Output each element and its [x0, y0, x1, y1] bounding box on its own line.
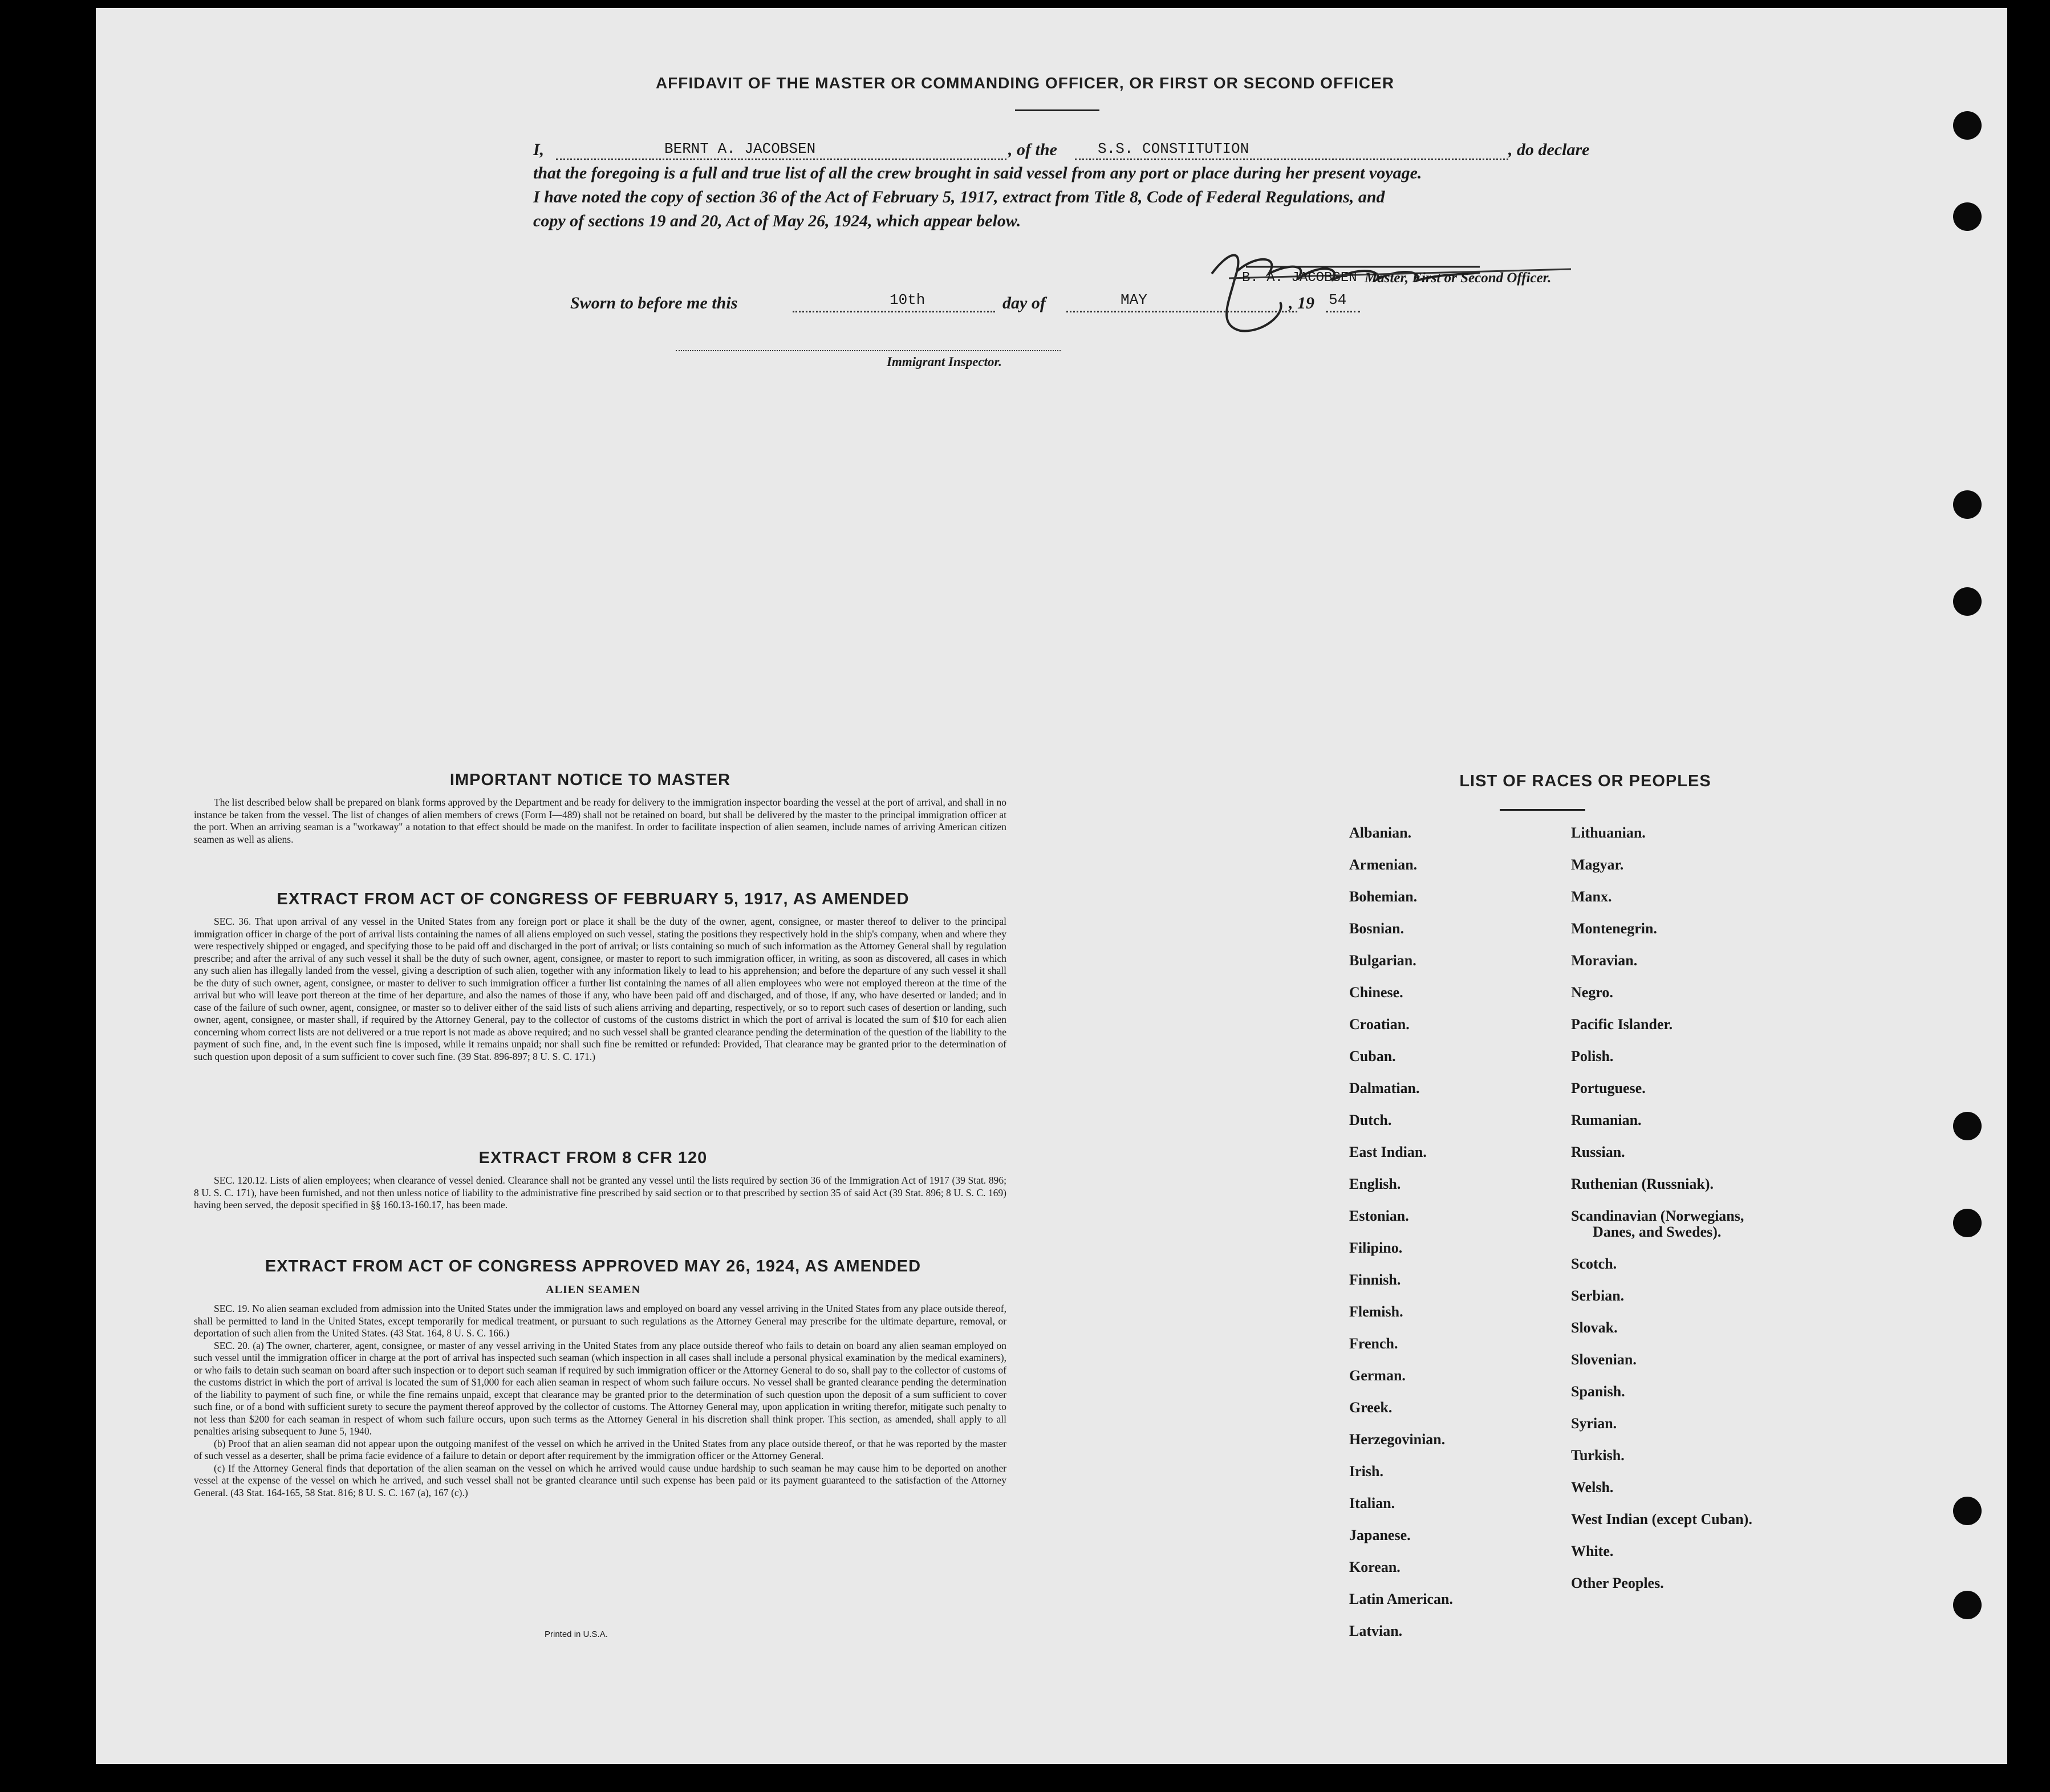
affidavit-line2: that the foregoing is a full and true list of all the crew brought in said vessel from any port or place during her present voyage.	[533, 164, 1422, 182]
punch-hole-icon	[1953, 1112, 1982, 1140]
race-list-item: Other Peoples.	[1571, 1575, 1664, 1591]
race-list-item: Welsh.	[1571, 1479, 1614, 1496]
race-list-item: Chinese.	[1349, 984, 1403, 1001]
title-underline	[1015, 109, 1099, 111]
sec-19-text: SEC. 19. No alien seaman excluded from admission into the United States under the immigration laws and employed on board any vessel arriving in the United States from any place outside thereof, shall be permitted to land in the United States, except temporarily for medical treatment, or pursuant to such regulations as the Attorney General may prescribe for the ultimate departure, removal, or deportation of such alien from the United States. (43 Stat. 164, 8 U. S. C. 166.)	[194, 1303, 1006, 1339]
sworn-day-value: 10th	[890, 291, 925, 308]
vessel-name-field	[1075, 159, 1508, 160]
extract-1917-title: EXTRACT FROM ACT OF CONGRESS OF FEBRUARY 5, 1917, AS AMENDED	[277, 890, 910, 908]
inspector-signature-line	[676, 350, 1061, 351]
race-list-item: Montenegrin.	[1571, 920, 1657, 937]
punch-hole-icon	[1953, 111, 1982, 140]
race-list-item: Serbian.	[1571, 1287, 1625, 1304]
affidavit-line4: copy of sections 19 and 20, Act of May 26, 1924, which appear below.	[533, 212, 1021, 230]
punch-hole-icon	[1953, 202, 1982, 231]
punch-hole-icon	[1953, 490, 1982, 519]
punch-hole-icon	[1953, 1591, 1982, 1619]
race-list-item: Greek.	[1349, 1399, 1393, 1416]
punch-hole-icon	[1953, 1209, 1982, 1237]
race-list-item: Lithuanian.	[1571, 824, 1646, 841]
race-list-item: Herzegovinian.	[1349, 1431, 1446, 1448]
affidavit-title: AFFIDAVIT OF THE MASTER OR COMMANDING OFFICER, OR FIRST OR SECOND OFFICER	[655, 74, 1395, 92]
race-list-item: Irish.	[1349, 1463, 1383, 1480]
race-list-item: Spanish.	[1571, 1383, 1625, 1400]
sworn-prefix: Sworn to before me this	[570, 294, 738, 312]
race-list-item: Filipino.	[1349, 1240, 1403, 1256]
day-of-label: day of	[1002, 294, 1046, 312]
extract-cfr-body: SEC. 120.12. Lists of alien employees; when clearance of vessel denied. Clearance shall not be granted any vessel until the lists required by section 36 of the Immigration Act of 1917 (39 Stat. 896; 8 U. S. C. 171), have been furnished, and not then unless notice of liability to the administrative fine prescribed by said section or to that prescribed by section 35 of said Act (39 Stat. 896; 8 U. S. C. 169) having been served, the deposit specified in §§ 160.13-160.17, has been made.	[194, 1175, 1006, 1210]
sworn-month-field	[1066, 311, 1297, 312]
sec-20a-text: SEC. 20. (a) The owner, charterer, agent, consignee, or master of any vessel arriving in the United States from any place outside thereof who fails to detain on board any alien seaman employed on such vessel until the immigration officer in charge at the port of arrival has inspected such seaman (which inspection in all cases shall include a personal physical examination by the medical examiners), or who fails to detain such seaman on board after such inspection or to deport such seaman if required by such immigration officer or the Attorney General to do so, shall pay to the collector of customs of the customs district in which the port of arrival is located the sum of $1,000 for each alien seaman in respect of whom such failure occurs. No vessel shall be granted clearance pending the determination of the liability to payment of such fine, or while the fine remains unpaid, except that clearance may be granted prior to the determination of such question upon the deposit of a sum sufficient to cover such fine, or of a bond with sufficient surety to secure the payment thereof approved by the collector of customs. The Attorney General may, upon application in writing therefor, mitigate such penalty to not less than $200 for each seaman in respect of whom such failure occurs, upon such terms as the Attorney General in his discretion shall think proper. This section, as amended, shall apply to all penalties arising subsequent to June 5, 1940.	[194, 1339, 1006, 1437]
race-list-item: Latin American.	[1349, 1591, 1453, 1607]
printed-in-usa: Printed in U.S.A.	[545, 1630, 608, 1639]
signer-typed-name: B. A. JACOBSEN	[1242, 270, 1357, 286]
race-list-item: Syrian.	[1571, 1415, 1617, 1432]
extract-1924-title: EXTRACT FROM ACT OF CONGRESS APPROVED MAY 26, 1924, AS AMENDED	[265, 1257, 922, 1275]
race-list-item: Manx.	[1571, 888, 1612, 905]
signer-caption: Master, First or Second Officer.	[1365, 270, 1552, 286]
affidavit-line1-suffix: , do declare	[1508, 140, 1590, 159]
master-name-field	[556, 159, 1006, 160]
master-name-value: BERNT A. JACOBSEN	[664, 140, 816, 157]
race-list-item: East Indian.	[1349, 1144, 1427, 1160]
inspector-caption: Immigrant Inspector.	[887, 355, 1002, 369]
race-list-item: Russian.	[1571, 1144, 1625, 1160]
race-list-item: Flemish.	[1349, 1303, 1403, 1320]
race-list-item: Japanese.	[1349, 1527, 1411, 1543]
notice-body: The list described below shall be prepared on blank forms approved by the Department and be ready for delivery to the immigration inspector boarding the vessel at the port of arrival, and shall in no instance be taken from the vessel. The list of changes of alien members of crews (Form I—489) shall not be retained on board, but shall be delivered by the master to the principal immigration officer at the port. When an arriving seaman is a "workaway" a notation to that effect should be made on the manifest. In order to facilitate inspection of alien seamen, include names of arriving American citizen seamen as well as aliens.	[194, 797, 1006, 845]
race-list-item: Slovak.	[1571, 1319, 1618, 1336]
races-title: LIST OF RACES OR PEOPLES	[1459, 772, 1711, 790]
race-list-item: Portuguese.	[1571, 1080, 1646, 1096]
race-list-item: Polish.	[1571, 1048, 1614, 1064]
extract-1924-subtitle: ALIEN SEAMEN	[546, 1283, 640, 1296]
year-field	[1326, 311, 1360, 312]
punch-hole-icon	[1953, 1497, 1982, 1525]
race-list-item: Korean.	[1349, 1559, 1401, 1575]
race-list-item: Pacific Islander.	[1571, 1016, 1673, 1033]
race-list-item: Danes, and Swedes).	[1593, 1224, 1722, 1240]
affidavit-line1-mid: , of the	[1008, 140, 1057, 159]
race-list-item: Finnish.	[1349, 1271, 1401, 1288]
race-list-item: Dutch.	[1349, 1112, 1392, 1128]
race-list-item: Latvian.	[1349, 1623, 1403, 1639]
race-list-item: Turkish.	[1571, 1447, 1625, 1464]
race-list-item: Ruthenian (Russniak).	[1571, 1176, 1714, 1192]
punch-hole-icon	[1953, 587, 1982, 616]
race-list-item: Scotch.	[1571, 1255, 1617, 1272]
race-list-item: Bohemian.	[1349, 888, 1418, 905]
race-list-item: French.	[1349, 1335, 1398, 1352]
race-list-item: Rumanian.	[1571, 1112, 1642, 1128]
affidavit-line3: I have noted the copy of section 36 of the Act of February 5, 1917, extract from Title 8, Code of Federal Regulations, and	[533, 188, 1385, 206]
race-list-item: Dalmatian.	[1349, 1080, 1420, 1096]
extract-1924-body	[194, 1303, 1006, 1499]
sworn-day-field	[793, 311, 995, 312]
sec-20c-text: (c) If the Attorney General finds that deportation of the alien seaman on the vessel on which he arrived would cause undue hardship to such seaman he may cause him to be deported on another vessel at the expense of the vessel on which he arrived, and such vessel shall not be granted clearance until such expense has been paid or its payment guaranteed to the satisfaction of the Attorney General. (43 Stat. 164-165, 58 Stat. 816; 8 U. S. C. 167 (a), 167 (c).)	[194, 1462, 1006, 1498]
signature-icon	[1195, 239, 1571, 336]
race-list-item: Scandinavian (Norwegians,	[1571, 1208, 1744, 1224]
race-list-item: Magyar.	[1571, 856, 1624, 873]
race-list-item: English.	[1349, 1176, 1401, 1192]
race-list-item: Negro.	[1571, 984, 1613, 1001]
affidavit-line1-prefix: I,	[533, 140, 545, 159]
race-list-item: German.	[1349, 1367, 1406, 1384]
notice-title: IMPORTANT NOTICE TO MASTER	[449, 771, 731, 789]
year-prefix: , 19	[1289, 294, 1314, 312]
race-list-item: Slovenian.	[1571, 1351, 1637, 1368]
race-list-item: Italian.	[1349, 1495, 1395, 1511]
race-list-item: West Indian (except Cuban).	[1571, 1511, 1752, 1527]
sec-20b-text: (b) Proof that an alien seaman did not appear upon the outgoing manifest of the vessel on which he arrived in the United States from any place outside thereof, or that he was reported by the master of such vessel as a deserter, shall be prima facie evidence of a failure to detain or deport after requirement by the immigration officer or the Attorney General.	[194, 1437, 1006, 1461]
races-title-underline	[1500, 809, 1585, 811]
race-list-item: Croatian.	[1349, 1016, 1410, 1033]
extract-cfr-title: EXTRACT FROM 8 CFR 120	[478, 1149, 708, 1167]
extract-1917-body: SEC. 36. That upon arrival of any vessel in the United States from any foreign port or place it shall be the duty of the owner, agent, consignee, or master thereof to deliver to the principal immigration officer in charge of the port of arrival lists containing the names of all aliens employed on such vessel, stating the positions they respectively hold in the ship's company, when and where they were respectively shipped or engaged, and specifying those to be paid off and discharged in the port of arrival; or lists containing so much of such information as the Attorney General shall by regulation prescribe; and after the arrival of any such vessel it shall be the duty of such owner, agent, consignee, or master to report to such immigration officer, in writing, as soon as discovered, all cases in which any such alien has illegally landed from the vessel, giving a description of such alien, together with any information likely to lead to his apprehension; and before the departure of any such vessel it shall be the duty of such owner, agent, consignee, or master to deliver to such immigration officer a further list containing the names of all alien employees who were not employed thereon at the time of the arrival but who will leave port thereon at the time of her departure, and also the names of those if any, who have been paid off and discharged, and of those, if any, who have deserted or landed; and in case of the failure of such owner, agent, consignee, or master so to deliver either of the said lists of such aliens arriving and departing, respectively, or so to report such cases of desertion or landing, such owner, agent, consignee, or master shall, if required by the Attorney General, pay to the collector of customs of the customs district in which the port of arrival is located the sum of $10 for each alien concerning whom correct lists are not delivered or a true report is not made as above required; and no such vessel shall be granted clearance pending the determination of the question of the liability to the payment of such fine, and, in the event such fine is imposed, while it remains unpaid; nor shall such fine be remitted or refunded: Provided, That clearance may be granted prior to the determination of such question upon deposit of a sum sufficient to cover such fine. (39 Stat. 896-897; 8 U. S. C. 171.)	[194, 916, 1006, 1062]
race-list-item: Armenian.	[1349, 856, 1418, 873]
race-list-item: Estonian.	[1349, 1208, 1409, 1224]
race-list-item: Bulgarian.	[1349, 952, 1416, 969]
race-list-item: Bosnian.	[1349, 920, 1404, 937]
year-value: 54	[1329, 291, 1347, 308]
race-list-item: White.	[1571, 1543, 1614, 1559]
race-list-item: Cuban.	[1349, 1048, 1396, 1064]
race-list-item: Albanian.	[1349, 824, 1412, 841]
document-page	[96, 8, 2007, 1764]
sworn-month-value: MAY	[1121, 291, 1147, 308]
race-list-item: Moravian.	[1571, 952, 1638, 969]
vessel-name-value: S.S. CONSTITUTION	[1098, 140, 1249, 157]
